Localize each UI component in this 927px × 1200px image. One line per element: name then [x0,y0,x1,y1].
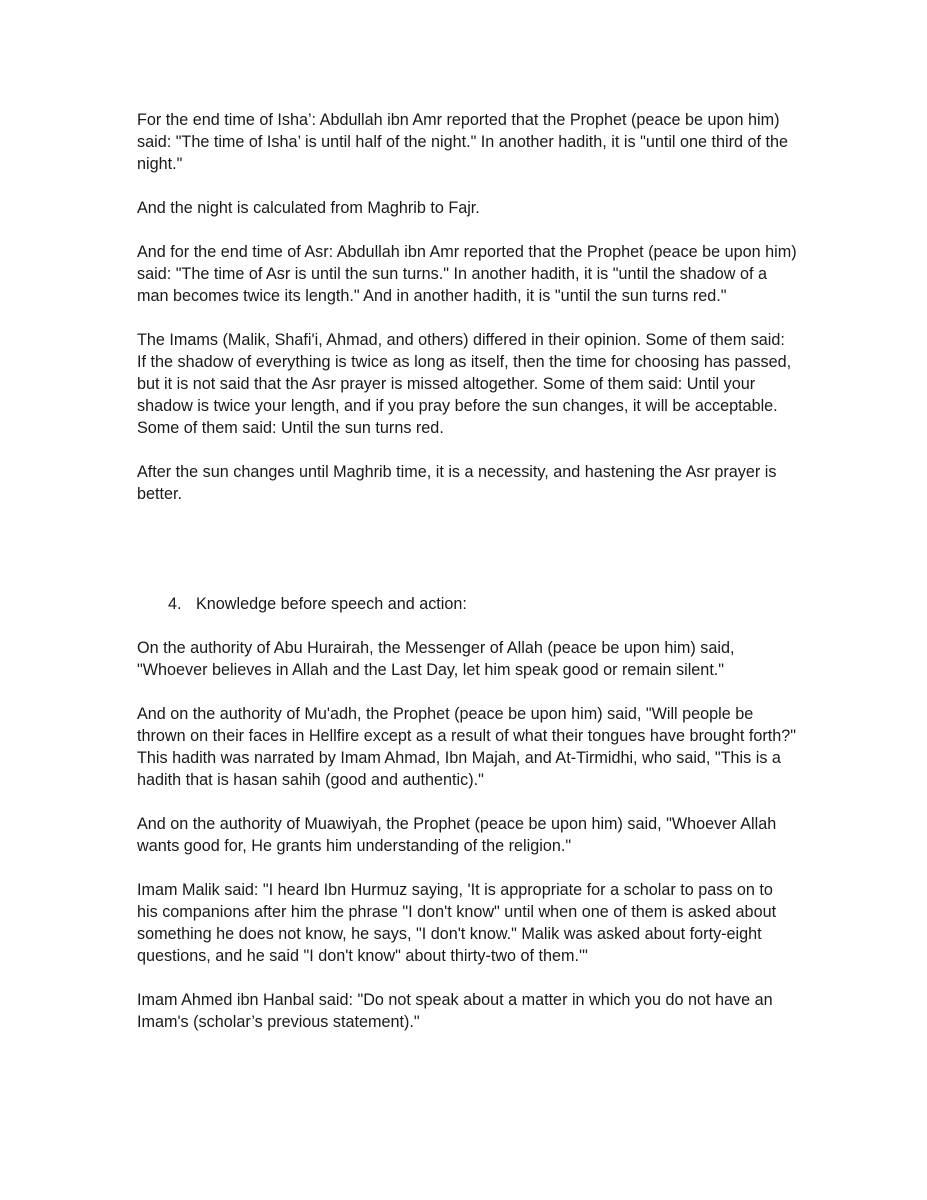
list-item-knowledge-heading [137,593,797,615]
paragraph-muawiyah: And on the authority of Muawiyah, the Prophet (peace be upon him) said, "Whoever Allah wants good for, He grants him understanding of the religion." [137,815,777,855]
paragraph-abu-hurairah: On the authority of Abu Hurairah, the Messenger of Allah (peace be upon him) said, "Whoever believes in Allah and the Last Day, let him speak good or remain silent." [137,639,735,679]
document-body [137,109,797,1055]
paragraph-asr-hastening: After the sun changes until Maghrib time, it is a necessity, and hastening the Asr prayer is better. [137,463,777,503]
paragraph-imam-malik: Imam Malik said: "I heard Ibn Hurmuz saying, 'It is appropriate for a scholar to pass on to his companions after him the phrase "I don't know" until when one of them is asked about something he does not know, he says, "I don't know." Malik was asked about forty-eight questions, and he said "I don't know" about thirty-two of them.'" [137,881,777,965]
paragraph-muadh: And on the authority of Mu'adh, the Prophet (peace be upon him) said, "Will people be thrown on their faces in Hellfire except as a result of what their tongues have brought forth?" This hadith was narrated by Imam Ahmad, Ibn Majah, and At-Tirmidhi, who said, "This is a hadith that is hasan sahih (good and authentic)." [137,705,797,789]
section-gap [137,527,797,593]
paragraph-asr-end-time: And for the end time of Asr: Abdullah ibn Amr reported that the Prophet (peace be upon him) said: "The time of Asr is until the sun turns." In another hadith, it is "until the shadow of a man becomes twice its length." And in another hadith, it is "until the sun turns red." [137,243,797,305]
list-item-text: Knowledge before speech and action: [196,595,467,613]
paragraph-imams-opinion: The Imams (Malik, Shafi'i, Ahmad, and others) differed in their opinion. Some of them said: If the shadow of everything is twice as long as itself, then the time for choosing has passed, but it is not said that the Asr prayer is missed altogether. Some of them said: Until your shadow is twice your length, and if you pray before the sun changes, it will be acceptable. Some of them said: Until the sun turns red. [137,331,792,437]
paragraph-imam-ahmed: Imam Ahmed ibn Hanbal said: "Do not speak about a matter in which you do not have an Imam's (scholar’s previous statement)." [137,991,773,1031]
paragraph-night-calculation: And the night is calculated from Maghrib to Fajr. [137,199,480,217]
paragraph-isha-end-time: For the end time of Isha’: Abdullah ibn Amr reported that the Prophet (peace be upon him) said: "The time of Isha’ is until half of the night." In another hadith, it is "until one third of the night." [137,111,789,173]
list-number: 4. [168,595,182,613]
